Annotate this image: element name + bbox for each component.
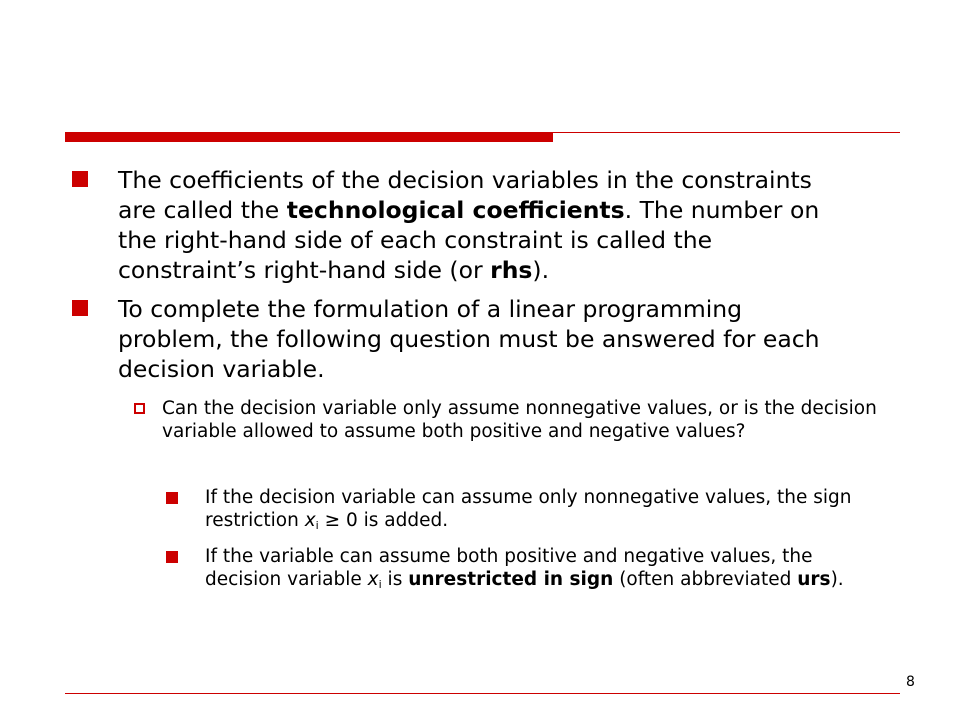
header-accent-bar [65, 132, 553, 142]
bullet-text: The coefficients of the decision variables in the constraints are called the [118, 166, 812, 224]
variable-x: x [367, 569, 379, 590]
term-unrestricted-in-sign: unrestricted in sign [408, 569, 614, 590]
header-rule-line [553, 132, 900, 133]
bullet-square-icon [72, 171, 88, 187]
bullet-text: ≥ 0 is added. [318, 510, 449, 531]
bullet-text: ). [532, 256, 550, 284]
footer-rule-line [65, 693, 900, 694]
bullet-text: . The number on the right-hand side of each constraint is called the constraint’s right-hand side (or [118, 196, 820, 284]
term-technological-coefficients: technological coefficients [286, 196, 625, 224]
bullet-text: is [381, 569, 409, 590]
bullet-square-icon [166, 492, 178, 504]
bullet-square-icon [72, 300, 88, 316]
bullet-technological-coefficients [118, 165, 853, 285]
sub-sub-bullet-nonnegative [205, 486, 885, 537]
sub-sub-bullet-unrestricted [205, 545, 885, 596]
bullet-text: If the variable can assume both positive and negative values, the decision variable [205, 546, 813, 590]
term-urs: urs [797, 569, 831, 590]
page-number: 8 [906, 674, 915, 690]
subscript-i: i [378, 578, 382, 591]
bullet-text: If the decision variable can assume only nonnegative values, the sign restriction [205, 487, 852, 531]
bullet-formulation: To complete the formulation of a linear programming problem, the following question must be answered for each decision variable. [118, 295, 820, 383]
term-rhs: rhs [490, 256, 533, 284]
sub-bullet-sign-question: Can the decision variable only assume nonnegative values, or is the decision variable allowed to assume both positive and negative values? [162, 398, 877, 442]
subscript-i: i [315, 519, 319, 532]
bullet-text: (often abbreviated [613, 569, 798, 590]
bullet-square-icon [166, 551, 178, 563]
variable-x: x [304, 510, 316, 531]
bullet-text: ). [830, 569, 844, 590]
hollow-square-bullet-icon [134, 403, 145, 414]
